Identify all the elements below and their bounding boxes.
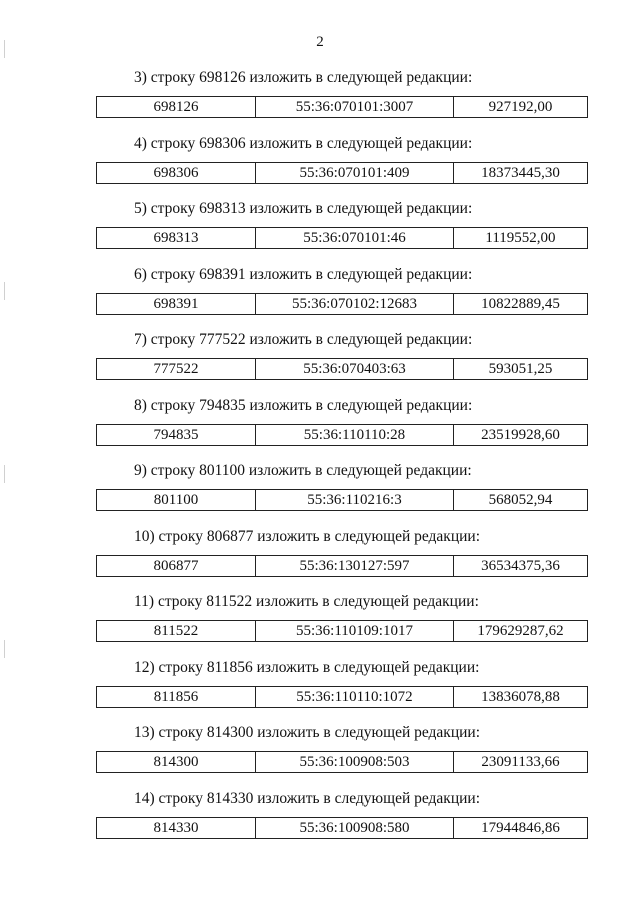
amendment-entry — [0, 525, 640, 591]
cadastral-number-cell: 55:36:100908:503 — [256, 752, 454, 772]
row-id-cell: 794835 — [97, 425, 256, 445]
cadastral-number-cell: 55:36:070102:12683 — [256, 294, 454, 314]
cadastral-number-cell: 55:36:070101:3007 — [256, 97, 454, 117]
amendment-entry — [0, 459, 640, 525]
amendment-entry — [0, 656, 640, 722]
replacement-row-table — [96, 162, 588, 184]
row-id-cell: 698126 — [97, 97, 256, 117]
scan-edge-mark — [4, 40, 5, 58]
cadastral-number-cell: 55:36:110110:1072 — [256, 687, 454, 707]
amendment-instruction: 12) строку 811856 изложить в следующей редакции: — [134, 658, 480, 676]
amendment-instruction: 13) строку 814300 изложить в следующей редакции: — [134, 724, 481, 741]
value-cell: 1119552,00 — [485, 230, 556, 246]
amendment-list — [0, 66, 640, 852]
amendment-entry — [0, 197, 640, 263]
amendment-instruction: 8) строку 794835 изложить в следующей редакции: — [134, 396, 473, 414]
cadastral-number-cell: 55:36:070101:46 — [256, 228, 454, 248]
replacement-row-table — [96, 686, 588, 708]
page-number: 2 — [316, 34, 324, 50]
row-id-cell: 801100 — [97, 490, 256, 510]
amendment-entry — [0, 328, 640, 394]
cadastral-number-cell: 55:36:070403:63 — [256, 359, 454, 379]
replacement-row-table — [96, 489, 588, 511]
row-id-cell: 811856 — [97, 687, 256, 707]
row-id-cell: 814330 — [97, 818, 256, 838]
row-id-cell: 806877 — [97, 556, 256, 576]
amendment-instruction: 11) строку 811522 изложить в следующей редакции: — [134, 593, 479, 610]
replacement-row-table — [96, 96, 588, 118]
value-cell: 36534375,36 — [481, 557, 560, 574]
row-id-cell: 698313 — [97, 228, 256, 248]
amendment-instruction: 5) строку 698313 изложить в следующей редакции: — [134, 200, 473, 217]
amendment-entry — [0, 590, 640, 656]
amendment-instruction: 4) строку 698306 изложить в следующей редакции: — [134, 134, 473, 152]
value-cell: 23519928,60 — [481, 426, 560, 443]
amendment-instruction: 7) строку 777522 изложить в следующей редакции: — [134, 331, 473, 348]
value-cell: 568052,94 — [488, 492, 553, 508]
amendment-instruction: 6) строку 698391 изложить в следующей редакции: — [134, 265, 473, 283]
amendment-entry — [0, 132, 640, 198]
value-cell: 10822889,45 — [481, 295, 560, 312]
replacement-row-table — [96, 620, 588, 642]
amendment-entry — [0, 787, 640, 853]
value-cell: 13836078,88 — [481, 688, 560, 705]
value-cell: 179629287,62 — [477, 623, 564, 639]
value-cell: 18373445,30 — [481, 164, 560, 181]
replacement-row-table — [96, 817, 588, 839]
amendment-entry — [0, 721, 640, 787]
value-cell: 17944846,86 — [481, 819, 560, 836]
cadastral-number-cell: 55:36:110216:3 — [256, 490, 454, 510]
replacement-row-table — [96, 751, 588, 773]
replacement-row-table — [96, 227, 588, 249]
value-cell: 593051,25 — [488, 361, 553, 377]
amendment-instruction: 3) строку 698126 изложить в следующей редакции: — [134, 69, 473, 86]
amendment-entry — [0, 263, 640, 329]
row-id-cell: 811522 — [97, 621, 256, 641]
row-id-cell: 698391 — [97, 294, 256, 314]
cadastral-number-cell: 55:36:070101:409 — [256, 163, 454, 183]
replacement-row-table — [96, 358, 588, 380]
value-cell: 927192,00 — [488, 99, 553, 115]
amendment-instruction: 10) строку 806877 изложить в следующей редакции: — [134, 527, 481, 545]
row-id-cell: 777522 — [97, 359, 256, 379]
replacement-row-table — [96, 555, 588, 577]
cadastral-number-cell: 55:36:130127:597 — [256, 556, 454, 576]
amendment-instruction: 14) строку 814330 изложить в следующей редакции: — [134, 789, 481, 807]
amendment-entry — [0, 66, 640, 132]
amendment-instruction: 9) строку 801100 изложить в следующей редакции: — [134, 462, 472, 479]
cadastral-number-cell: 55:36:100908:580 — [256, 818, 454, 838]
replacement-row-table — [96, 293, 588, 315]
cadastral-number-cell: 55:36:110109:1017 — [256, 621, 454, 641]
replacement-row-table — [96, 424, 588, 446]
value-cell: 23091133,66 — [481, 754, 560, 770]
amendment-entry — [0, 394, 640, 460]
row-id-cell: 814300 — [97, 752, 256, 772]
cadastral-number-cell: 55:36:110110:28 — [256, 425, 454, 445]
row-id-cell: 698306 — [97, 163, 256, 183]
